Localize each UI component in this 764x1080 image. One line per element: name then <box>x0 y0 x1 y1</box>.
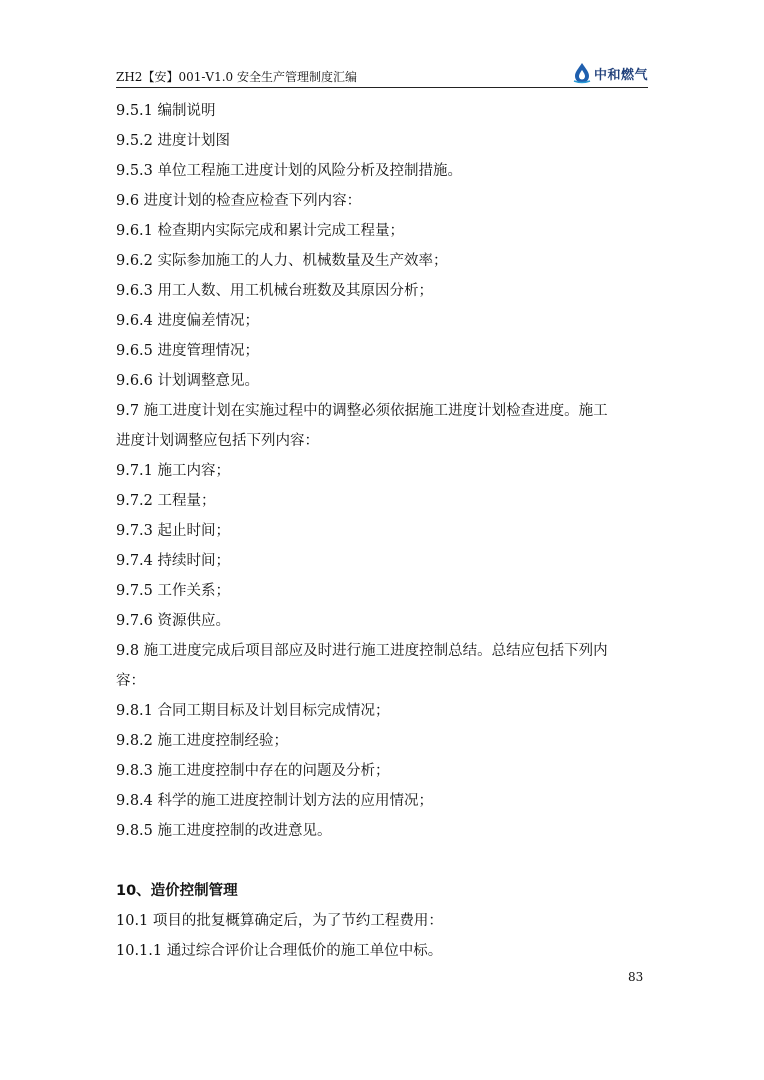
document-body <box>116 96 648 966</box>
text-line: 9.6.2 实际参加施工的人力、机械数量及生产效率； <box>116 253 448 269</box>
section-heading: 10、造价控制管理 <box>116 883 238 899</box>
blank-line <box>116 846 648 876</box>
text-line: 9.8.4 科学的施工进度控制计划方法的应用情况； <box>116 793 434 809</box>
text-line: 10.1.1 通过综合评价让合理低价的施工单位中标。 <box>116 943 443 959</box>
text-line: 9.6.5 进度管理情况； <box>116 343 260 359</box>
text-line: 9.7.2 工程量； <box>116 493 216 509</box>
text-line: 9.7.3 起止时间； <box>116 523 231 539</box>
text-line: 9.5.3 单位工程施工进度计划的风险分析及控制措施。 <box>116 163 463 179</box>
logo-text: 中和燃气 <box>593 67 648 83</box>
text-line: 9.6 进度计划的检查应检查下列内容： <box>116 193 362 209</box>
flame-drop-icon <box>572 62 592 84</box>
text-line: 9.8.3 施工进度控制中存在的问题及分析； <box>116 763 390 779</box>
text-line: 9.7 施工进度计划在实施过程中的调整必须依据施工进度计划检查进度。施工 <box>116 403 608 419</box>
text-line: 9.6.3 用工人数、用工机械台班数及其原因分析； <box>116 283 434 299</box>
header-title: ZH2【安】001-V1.0 安全生产管理制度汇编 <box>116 70 357 84</box>
text-line: 9.7.6 资源供应。 <box>116 613 231 629</box>
text-line: 9.7.5 工作关系； <box>116 583 231 599</box>
text-line: 9.6.6 计划调整意见。 <box>116 373 260 389</box>
page-number: 83 <box>628 970 644 984</box>
company-logo <box>572 62 648 84</box>
page-header <box>116 62 648 88</box>
text-line: 9.8.5 施工进度控制的改进意见。 <box>116 823 332 839</box>
header-rule <box>116 87 648 88</box>
text-line: 9.8.1 合同工期目标及计划目标完成情况； <box>116 703 390 719</box>
text-line: 9.8 施工进度完成后项目部应及时进行施工进度控制总结。总结应包括下列内 <box>116 643 608 659</box>
text-line: 10.1 项目的批复概算确定后，为了节约工程费用： <box>116 913 443 929</box>
text-line: 9.7.4 持续时间； <box>116 553 231 569</box>
text-line: 9.5.1 编制说明 <box>116 103 216 119</box>
text-line: 容： <box>116 673 145 689</box>
text-line: 9.6.1 检查期内实际完成和累计完成工程量； <box>116 223 405 239</box>
text-line: 9.7.1 施工内容； <box>116 463 231 479</box>
text-line: 进度计划调整应包括下列内容： <box>116 433 319 449</box>
text-line: 9.8.2 施工进度控制经验； <box>116 733 289 749</box>
text-line: 9.6.4 进度偏差情况； <box>116 313 260 329</box>
text-line: 9.5.2 进度计划图 <box>116 133 231 149</box>
